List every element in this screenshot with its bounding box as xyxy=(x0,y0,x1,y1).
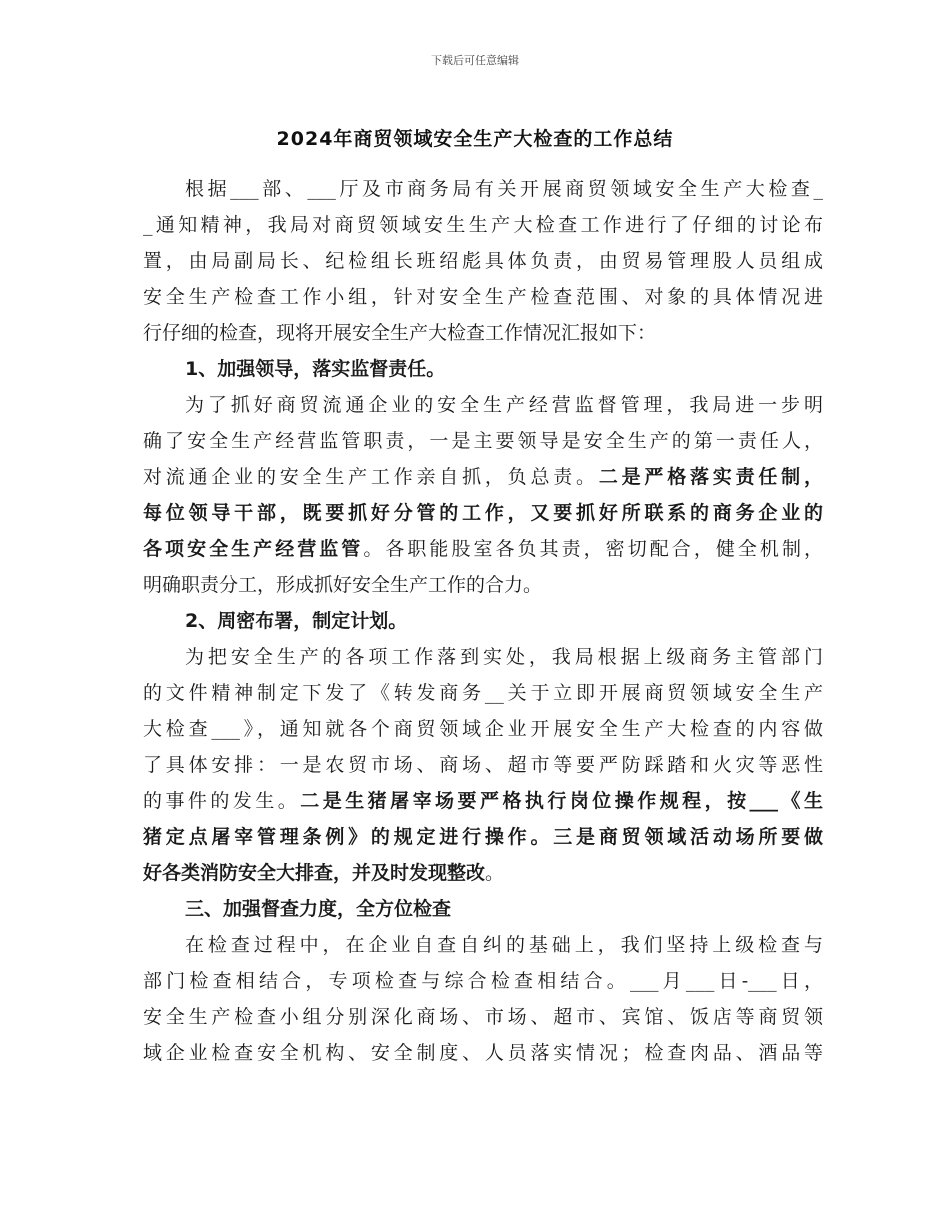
bold-text: 猪定点屠宰管理条例》的规定进行操作。三是商贸领域活动场所要做 xyxy=(143,826,823,848)
body-text: 域企业检查安全机构、安全制度、人员落实情况；检查肉品、酒品等 xyxy=(143,1042,823,1064)
text-line xyxy=(143,711,823,747)
bold-text: 2、周密布署，制定计划。 xyxy=(185,610,408,632)
body-text: 为把安全生产的各项工作落到实处，我局根据上级商务主管部门 xyxy=(185,646,823,668)
text-line xyxy=(143,639,823,675)
text-line xyxy=(143,243,823,279)
text-line xyxy=(143,963,823,999)
body-text: 在检查过程中，在企业自查自纠的基础上，我们坚持上级检查与 xyxy=(185,934,823,956)
text-line xyxy=(143,171,823,207)
body-text: 行仔细的检查，现将开展安全生产大检查工作情况汇报如下： xyxy=(143,322,657,344)
text-line xyxy=(143,279,823,315)
body-text: _通知精神，我局对商贸领域安生生产大检查工作进行了仔细的讨论布 xyxy=(143,214,823,236)
body-text: 的事件的发生。 xyxy=(143,790,301,812)
body-text: 为了抓好商贸流通企业的安全生产经营监督管理，我局进一步明 xyxy=(185,394,823,416)
text-line xyxy=(143,927,823,963)
text-line xyxy=(143,675,823,711)
text-line xyxy=(143,567,823,603)
bold-text: 1、加强领导，落实监督责任。 xyxy=(185,358,446,380)
text-line xyxy=(143,315,823,351)
text-line xyxy=(143,855,823,891)
bold-text: 二是严格落实责任制， xyxy=(598,466,823,488)
body-text: 。 xyxy=(485,862,505,884)
text-line xyxy=(143,783,823,819)
document-title: 2024年商贸领域安全生产大检查的工作总结 xyxy=(276,128,674,150)
bold-text: 各项安全生产经营监管 xyxy=(143,538,364,560)
text-line xyxy=(143,891,823,927)
body-text: 了具体安排：一是农贸市场、商场、超市等要严防踩踏和火灾等恶性 xyxy=(143,754,823,776)
bold-text: 每位领导干部，既要抓好分管的工作，又要抓好所联系的商务企业的 xyxy=(143,502,823,524)
body-text: 对流通企业的安全生产工作亲自抓，负总责。 xyxy=(143,466,599,488)
text-line xyxy=(143,1035,823,1071)
body-text: 大检查___》，通知就各个商贸领域企业开展安全生产大检查的内容做 xyxy=(143,718,823,740)
body-text: 安全生产检查小组分别深化商场、市场、超市、宾馆、饭店等商贸领 xyxy=(143,1006,823,1028)
bold-text: 好各类消防安全大排查，并及时发现整改 xyxy=(143,862,486,884)
document-body xyxy=(143,171,823,1071)
body-text: 置，由局副局长、纪检组长班绍彪具体负责，由贸易管理股人员组成 xyxy=(143,250,823,272)
text-line xyxy=(143,999,823,1035)
text-line xyxy=(143,531,823,567)
body-text: 安全生产检查工作小组，针对安全生产检查范围、对象的具体情况进 xyxy=(143,286,823,308)
text-line xyxy=(143,603,823,639)
bold-text: 二是生猪屠宰场要严格执行岗位操作规程，按___《生 xyxy=(300,790,823,812)
body-text: 确了安全生产经营监管职责，一是主要领导是安全生产的第一责任人， xyxy=(143,430,823,452)
text-line xyxy=(143,819,823,855)
text-line xyxy=(143,387,823,423)
body-text: 。各职能股室各负其责，密切配合，健全机制， xyxy=(363,538,823,560)
body-text: 根据___部、___厅及市商务局有关开展商贸领域安全生产大检查_ xyxy=(185,178,823,200)
header-note: 下载后可任意编辑 xyxy=(431,54,519,67)
body-text: 部门检查相结合，专项检查与综合检查相结合。___月___日-___日， xyxy=(143,970,823,992)
text-line xyxy=(143,459,823,495)
body-text: 的文件精神制定下发了《转发商务__关于立即开展商贸领域安全生产 xyxy=(143,682,823,704)
text-line xyxy=(143,747,823,783)
text-line xyxy=(143,423,823,459)
bold-text: 三、加强督查力度，全方位检查 xyxy=(185,898,452,920)
text-line xyxy=(143,495,823,531)
body-text: 明确职责分工，形成抓好安全生产工作的合力。 xyxy=(143,574,543,596)
text-line xyxy=(143,351,823,387)
text-line xyxy=(143,207,823,243)
